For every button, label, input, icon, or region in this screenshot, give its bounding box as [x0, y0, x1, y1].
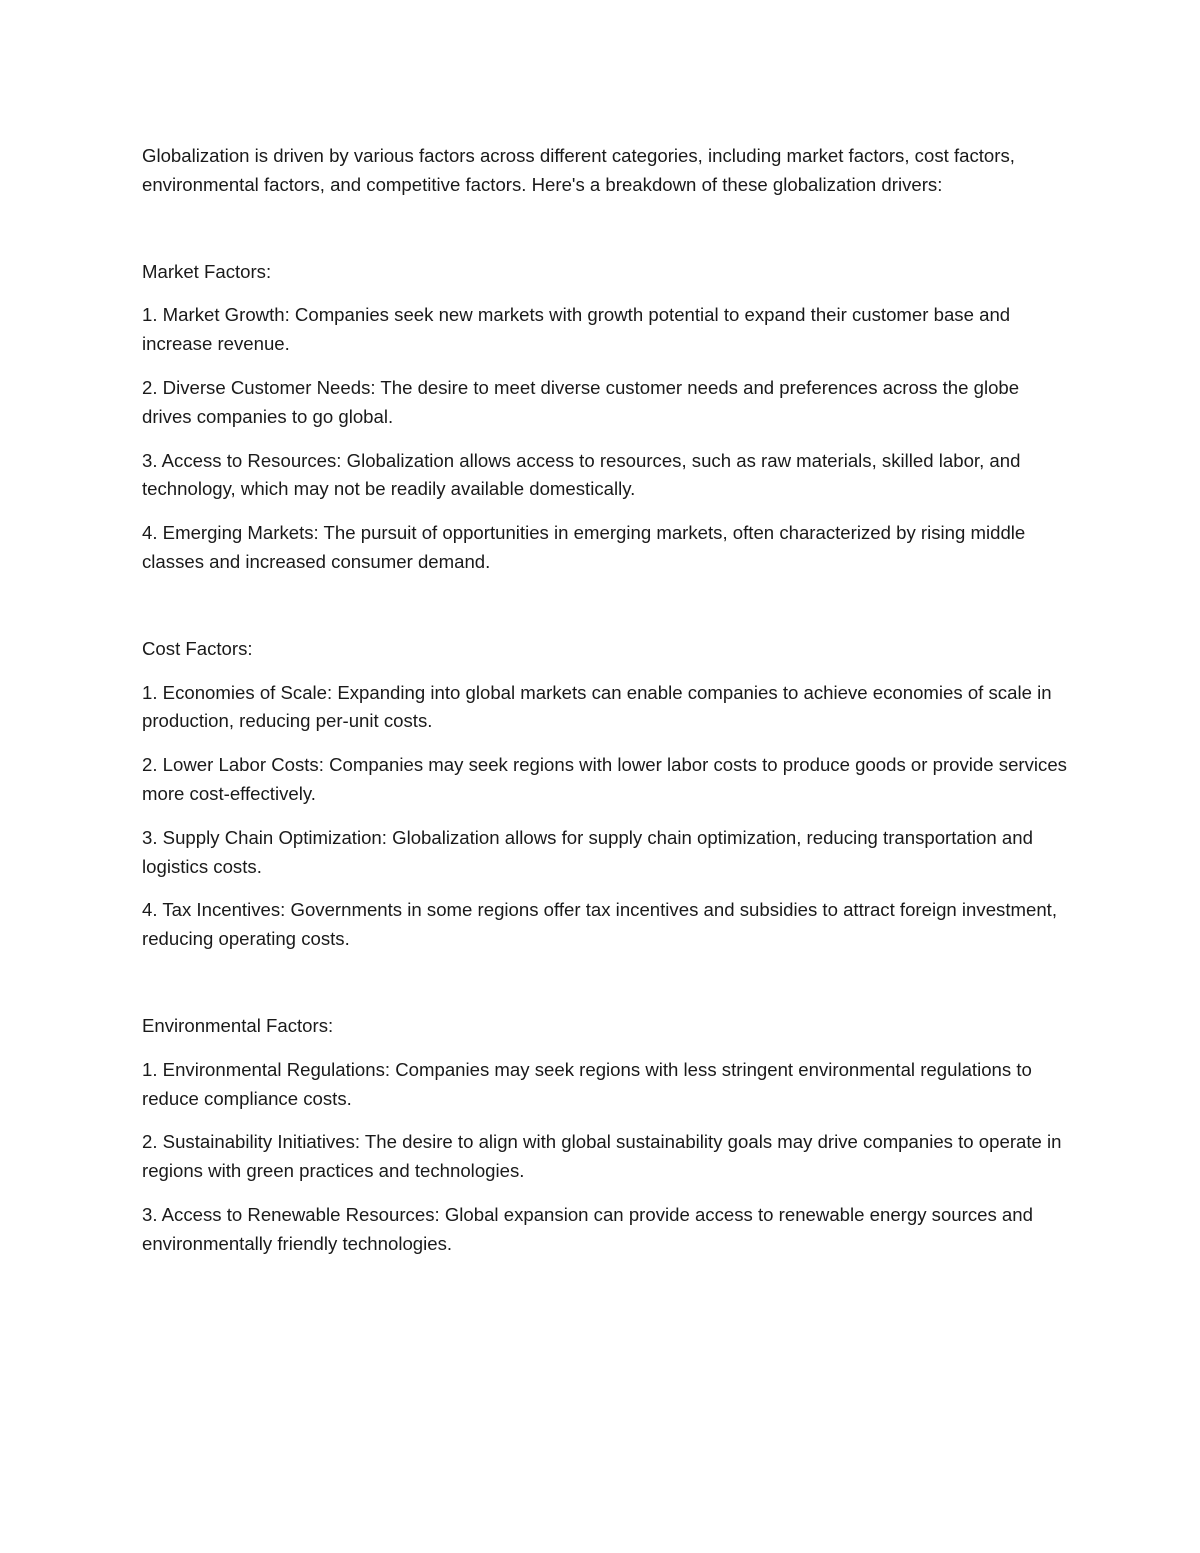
section-heading: Market Factors: [142, 260, 272, 282]
section-cost-factors [142, 635, 1072, 954]
list-item: 1. Economies of Scale: Expanding into global markets can enable companies to achieve economies of scale in production, reducing per-unit costs. [142, 681, 1052, 732]
list-item: 3. Supply Chain Optimization: Globalization allows for supply chain optimization, reducing transportation and logistics costs. [142, 826, 1033, 877]
list-item: 4. Emerging Markets: The pursuit of opportunities in emerging markets, often characterized by rising middle classes and increased consumer demand. [142, 522, 1026, 572]
list-item: 2. Diverse Customer Needs: The desire to meet diverse customer needs and preferences across the globe drives companies to go global. [142, 376, 1020, 427]
intro-paragraph: Globalization is driven by various factors across different categories, including market factors, cost factors, environmental factors, and competitive factors. Here's a breakdown of these globalization drivers: [142, 145, 1015, 195]
list-item: 4. Tax Incentives: Governments in some regions offer tax incentives and subsidies to attract foreign investment, reducing operating costs. [142, 899, 1058, 950]
list-item: 1. Environmental Regulations: Companies may seek regions with less stringent environmental regulations to reduce compliance costs. [142, 1058, 1032, 1109]
document-body [142, 142, 1072, 1259]
list-item: 2. Lower Labor Costs: Companies may seek regions with lower labor costs to produce goods or provide services more cost-effectively. [142, 754, 1067, 804]
section-market-factors [142, 258, 1072, 577]
list-item: 2. Sustainability Initiatives: The desire to align with global sustainability goals may drive companies to operate in regions with green practices and technologies. [142, 1131, 1062, 1182]
list-item: 1. Market Growth: Companies seek new markets with growth potential to expand their customer base and increase revenue. [142, 304, 1011, 355]
section-heading: Cost Factors: [142, 637, 253, 659]
section-environmental-factors [142, 1012, 1072, 1259]
list-item: 3. Access to Renewable Resources: Global expansion can provide access to renewable energy sources and environmentally friendly technologies. [142, 1203, 1033, 1254]
section-heading: Environmental Factors: [142, 1014, 334, 1036]
list-item: 3. Access to Resources: Globalization allows access to resources, such as raw materials, skilled labor, and technology, which may not be readily available domestically. [142, 449, 1021, 500]
